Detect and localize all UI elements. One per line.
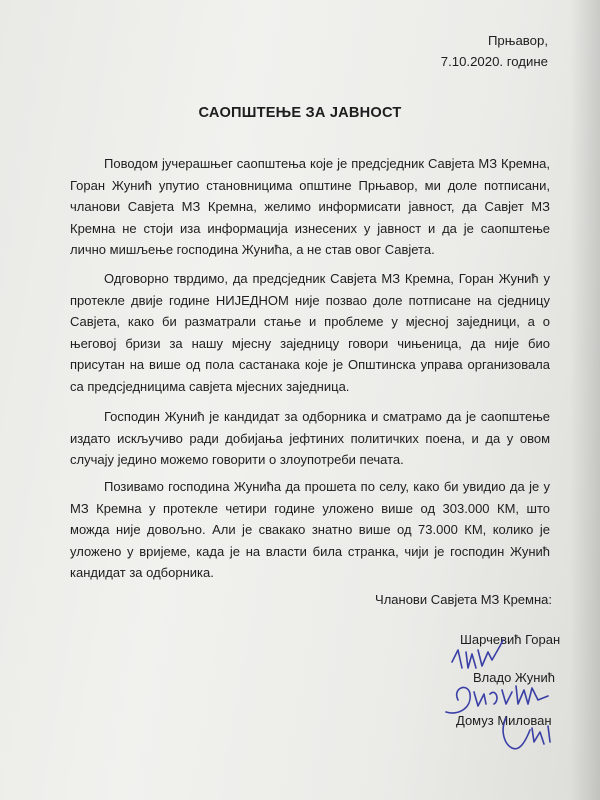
paragraph-3	[70, 406, 550, 471]
paragraph-4-text: Позивамо господина Жунића да прошета по селу, како би увидио да је у МЗ Кремна у протекле четири године уложено више од 303.000 КМ, што можда није довољно. Али је свакако знатно више од 73.000 КМ, колико је уложено у вријеме, када је на власти била странка, чији је господин Жунић кандидат за одборника.	[70, 479, 550, 580]
paragraph-1	[70, 153, 550, 261]
signature-2	[446, 686, 548, 713]
place: Прњавор,	[487, 33, 548, 48]
document-title: САОПШТЕЊЕ ЗА ЈАВНОСТ	[198, 105, 402, 121]
paragraph-1-text: Поводом јучерашњег саопштења које је предсједник Савјета МЗ Кремна, Горан Жунић упутио становницима општине Прњавор, ми доле потписани, чланови Савјета МЗ Кремна, желимо информисати јавност, да Савјет МЗ Кремна не стоји иза информација изнесених у јавност и да је саопштење лично мишљење господина Жунића, а не став овог Савјета.	[70, 156, 550, 257]
members-label: Чланови Савјета МЗ Кремна:	[375, 592, 552, 607]
signer-name-1: Шарчевић Горан	[460, 632, 561, 647]
paragraph-2	[70, 268, 550, 397]
paragraph-4	[70, 476, 550, 584]
signer-name-3: Домуз Милован	[456, 713, 552, 728]
date: 7.10.2020. године	[440, 54, 548, 69]
place-date-block	[441, 30, 548, 72]
signer-name-2: Владо Жунић	[473, 670, 555, 685]
paragraph-3-text: Господин Жунић је кандидат за одборника и сматрамо да је саопштење издато искључиво ради добијања јефтиних политичких поена, и да у овом случају једино можемо говорити о злоупотреби печата.	[70, 409, 550, 467]
paragraph-2-text: Одговорно тврдимо, да предсједник Савјета МЗ Кремна, Горан Жунић у протекле двије године НИЈЕДНОМ није позвао доле потписане на сједницу Савјета, како би разматрали стање и проблеме у мјесној заједници, а о његовој бризи за нашу мјесну заједницу говори чињеница, да није био присутан на више од пола састанака које је Општинска управа организовала са предсједницима савјета мјесних заједница.	[70, 271, 550, 394]
